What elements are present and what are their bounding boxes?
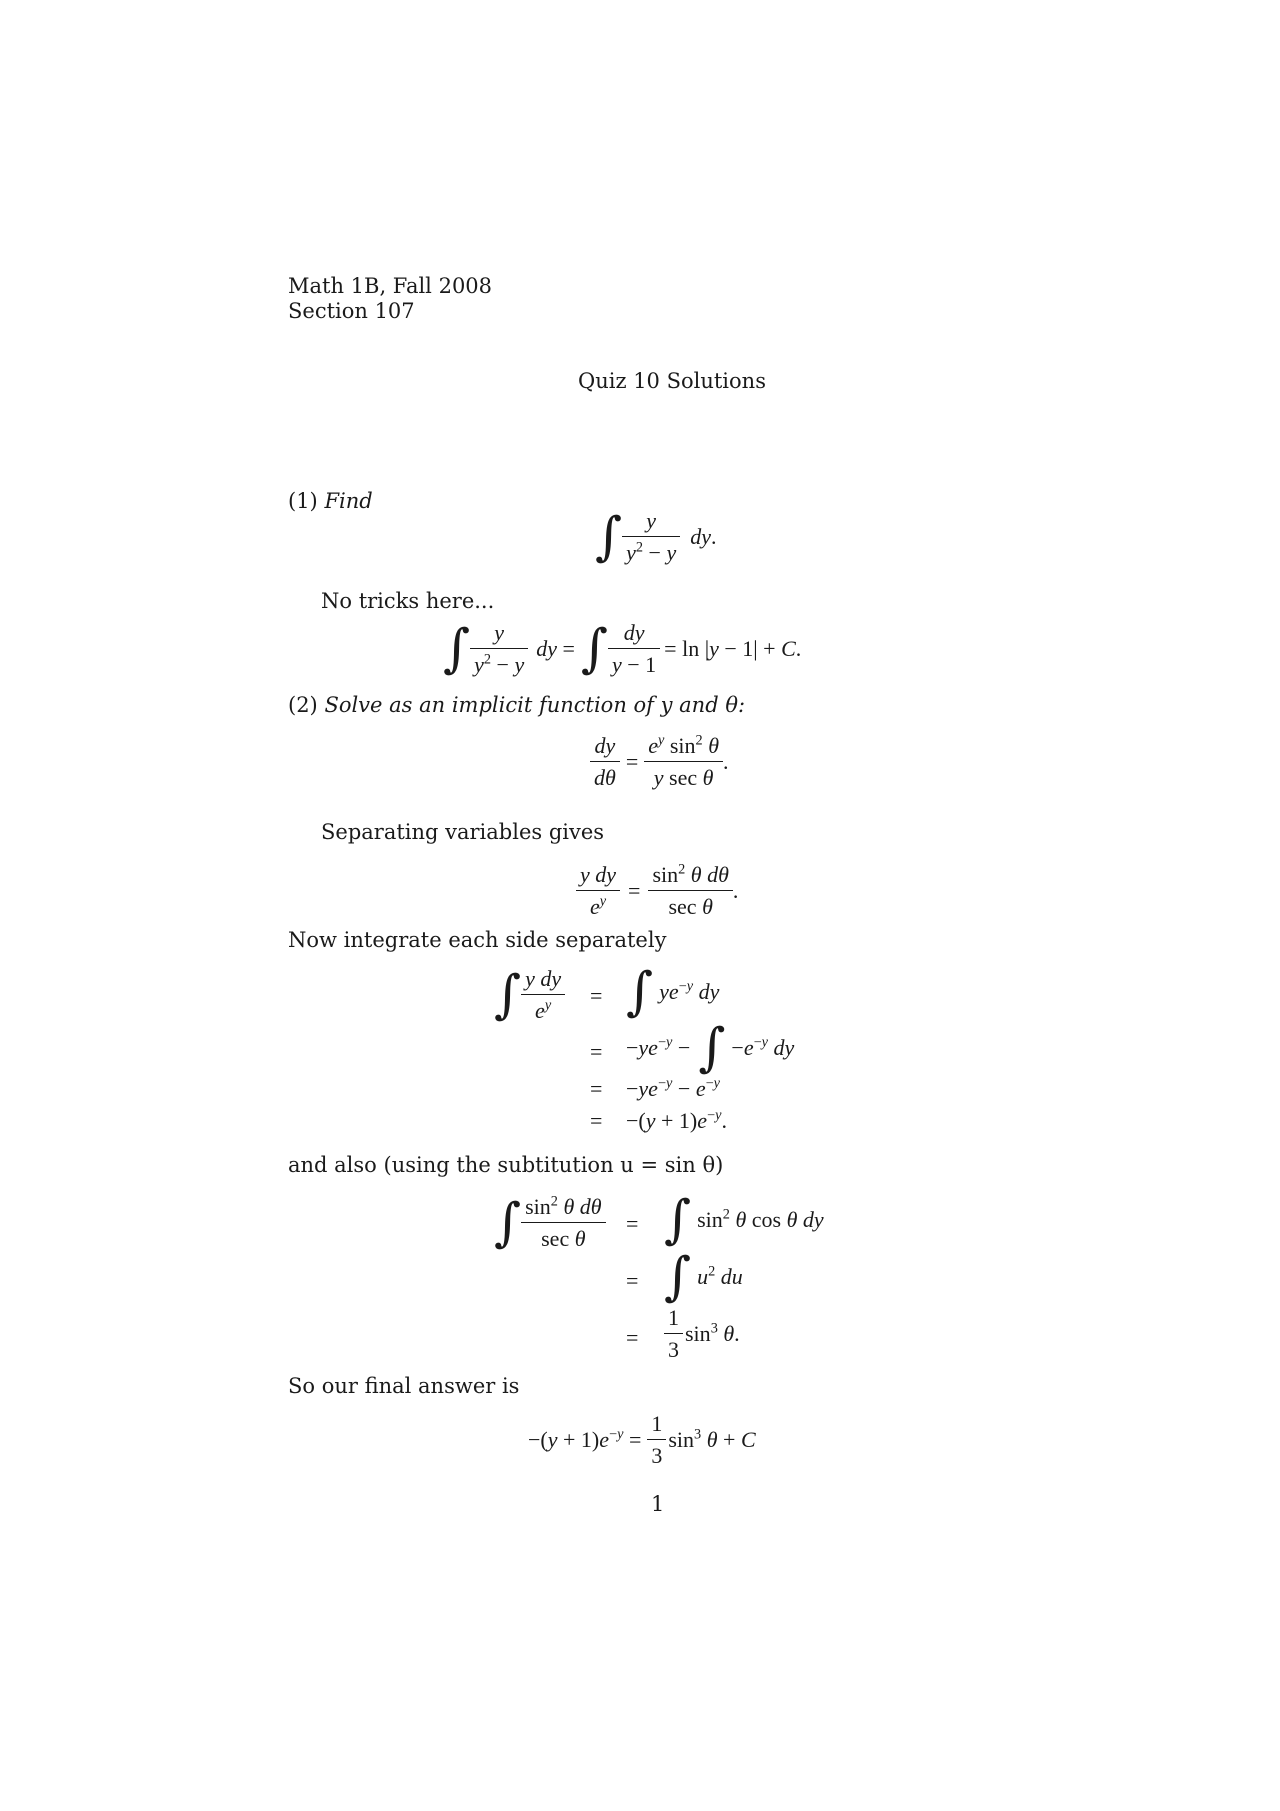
- equation-ode: $\frac{dy}{d\theta}$ = $\frac{e^y \sin^2 \theta}{\text{y sec θ}}$ .: [590, 733, 729, 791]
- equation-problem-1: ∫ $\frac{y}{y^2 - y}$ dy.: [595, 506, 717, 567]
- equation-left-step-4: $-(y + 1)e^{-y}$.: [626, 1107, 727, 1133]
- equation-separated: $\frac{\text{y dy}}{e^y}$ = $\frac{\sin^2 \theta d\theta}{\text{sec θ}}$ .: [576, 862, 738, 920]
- substitution-text: and also (using the subtitution u = sin θ): [288, 1153, 724, 1177]
- problem-2-heading: [288, 695, 745, 716]
- equation-solution-1: ∫ $\frac{y}{y^2 - y}$ dy = ∫ $\frac{dy}{y - 1}$ = ln |y − 1| + C.: [443, 618, 802, 679]
- problem-1-label: (1): [288, 489, 318, 513]
- problem-2-prompt: Solve as an implicit function of y and θ:: [324, 693, 746, 717]
- final-text: So our final answer is: [288, 1374, 520, 1398]
- equation-right-step-2: ∫ $u^2$ du: [664, 1247, 743, 1307]
- separating-text: Separating variables gives: [321, 820, 605, 844]
- equation-left-integral: ∫ $\frac{\text{y dy}}{e^y}$: [494, 966, 565, 1024]
- equation-right-integral: ∫ $\frac{\sin^2 \theta d\theta}{\text{sec θ}}$: [494, 1194, 606, 1252]
- problem-1-prompt: Find: [324, 489, 373, 513]
- course-line: Math 1B, Fall 2008: [288, 274, 493, 298]
- equation-left-step-2: $-ye^{-y}$ − ∫ $-e^{-y}$ dy: [626, 1018, 795, 1078]
- problem-1-heading: [288, 491, 373, 512]
- problem-2-label: (2): [288, 693, 318, 717]
- page-number: 1: [651, 1492, 665, 1516]
- page-title: Quiz 10 Solutions: [578, 369, 766, 393]
- section-line: Section 107: [288, 299, 415, 323]
- remark-no-tricks: No tricks here...: [321, 589, 495, 613]
- equation-final-answer: $-(y + 1)e^{-y}$ = $\frac{1}{3}$ $\sin^3 \theta + C$: [528, 1411, 756, 1469]
- integrate-text: Now integrate each side separately: [288, 928, 667, 952]
- equation-right-step-1: ∫ $\sin^2 \theta$ cos θ dy: [664, 1190, 824, 1250]
- equation-right-step-3: $\frac{1}{3}$ $\sin^3 \theta$.: [664, 1305, 740, 1363]
- equation-left-step-3: $-ye^{-y} - e^{-y}$: [626, 1075, 721, 1101]
- equation-left-step-1: ∫ $ye^{-y}$ dy: [626, 962, 720, 1022]
